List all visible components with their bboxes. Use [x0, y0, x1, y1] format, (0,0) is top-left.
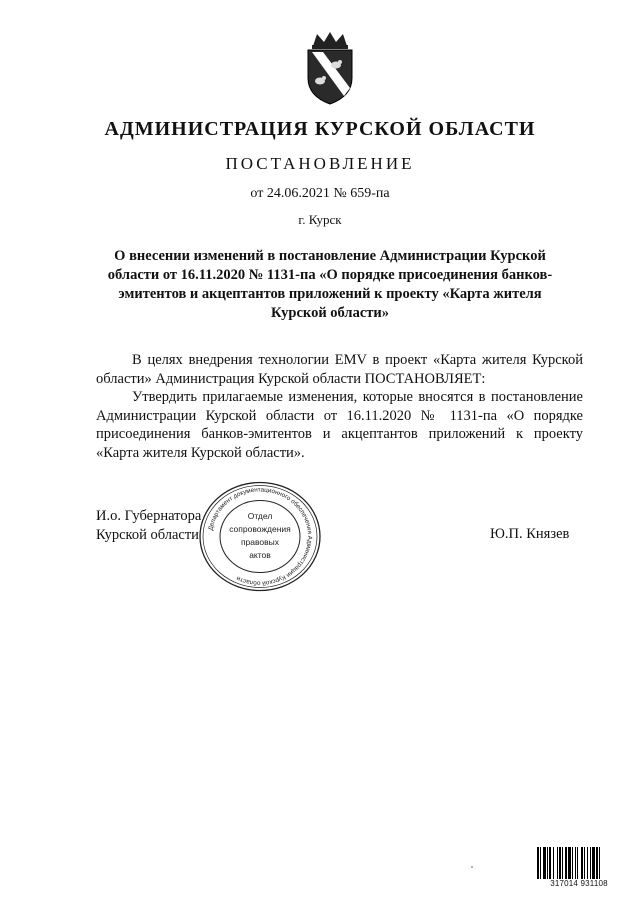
stamp-center-line: правовых: [240, 537, 280, 547]
document-subject: [95, 247, 565, 323]
barcode-bar: [584, 847, 585, 881]
stamp-center-line: Отдел: [247, 511, 273, 521]
barcode-bar: [575, 847, 576, 881]
stamp-ring-text: Департамент документационного обеспечения Администрации Курской области: [207, 486, 314, 587]
barcode-bar: [565, 847, 567, 881]
document-number: от 24.06.2021 № 659-па: [250, 186, 390, 201]
signatory-position: [96, 507, 201, 544]
barcode-bar: [540, 847, 541, 881]
barcode-bar: [599, 847, 600, 881]
barcode-bars: [536, 847, 622, 881]
body-paragraph: В целях внедрения технологии EMV в проект «Карта жителя Курской области» Администрация Курской области ПОСТАНОВЛЯЕТ:: [96, 352, 583, 387]
barcode-bar: [549, 847, 551, 881]
subject-line: О внесении изменений в постановление Администрации Курской: [114, 248, 546, 264]
barcode-bar: [568, 847, 571, 881]
subject-line: области от 16.11.2020 № 1131-па «О порядке присоединения банков-: [107, 267, 553, 283]
barcode-bar: [581, 847, 583, 881]
barcode-bar: [547, 847, 548, 881]
signatory-name: Ю.П. Князев: [490, 526, 570, 542]
subject-line: эмитентов и акцептантов приложений к проекту «Карта жителя: [118, 286, 542, 302]
barcode-bar: [590, 847, 591, 881]
document-body: [96, 351, 583, 462]
official-stamp: [197, 480, 323, 593]
document-city: г. Курск: [298, 212, 342, 227]
barcode-bar: [592, 847, 595, 881]
barcode-bar: [559, 847, 561, 881]
barcode-digits: 317014 931108: [536, 879, 622, 888]
scan-speck: [471, 866, 473, 868]
organization-title: АДМИНИСТРАЦИЯ КУРСКОЙ ОБЛАСТИ: [104, 118, 536, 140]
barcode-bar: [543, 847, 546, 881]
barcode-bar: [553, 847, 554, 881]
coat-of-arms-icon: [299, 30, 361, 106]
barcode-bar: [562, 847, 563, 881]
barcode-bar: [577, 847, 578, 881]
subject-line: Курской области»: [271, 305, 389, 321]
stamp-center-line: сопровождения: [229, 524, 291, 534]
signatory-position-line: Курской области: [96, 526, 199, 543]
body-paragraph: Утвердить прилагаемые изменения, которые вносятся в постановление Администрации Курской области от 16.11.2020 № 1131-па «О порядке присоединения банков-эмитентов и акцептантов приложений к проекту «Карта жителя Курской области».: [96, 389, 583, 461]
barcode-bar: [587, 847, 588, 881]
document-type: ПОСТАНОВЛЕНИЕ: [225, 154, 415, 173]
barcode-bar: [557, 847, 558, 881]
barcode: [536, 847, 622, 891]
barcode-bar: [572, 847, 573, 881]
barcode-bar: [537, 847, 539, 881]
signatory-position-line: И.о. Губернатора: [96, 508, 202, 524]
stamp-center-line: актов: [249, 550, 271, 560]
barcode-bar: [596, 847, 598, 881]
